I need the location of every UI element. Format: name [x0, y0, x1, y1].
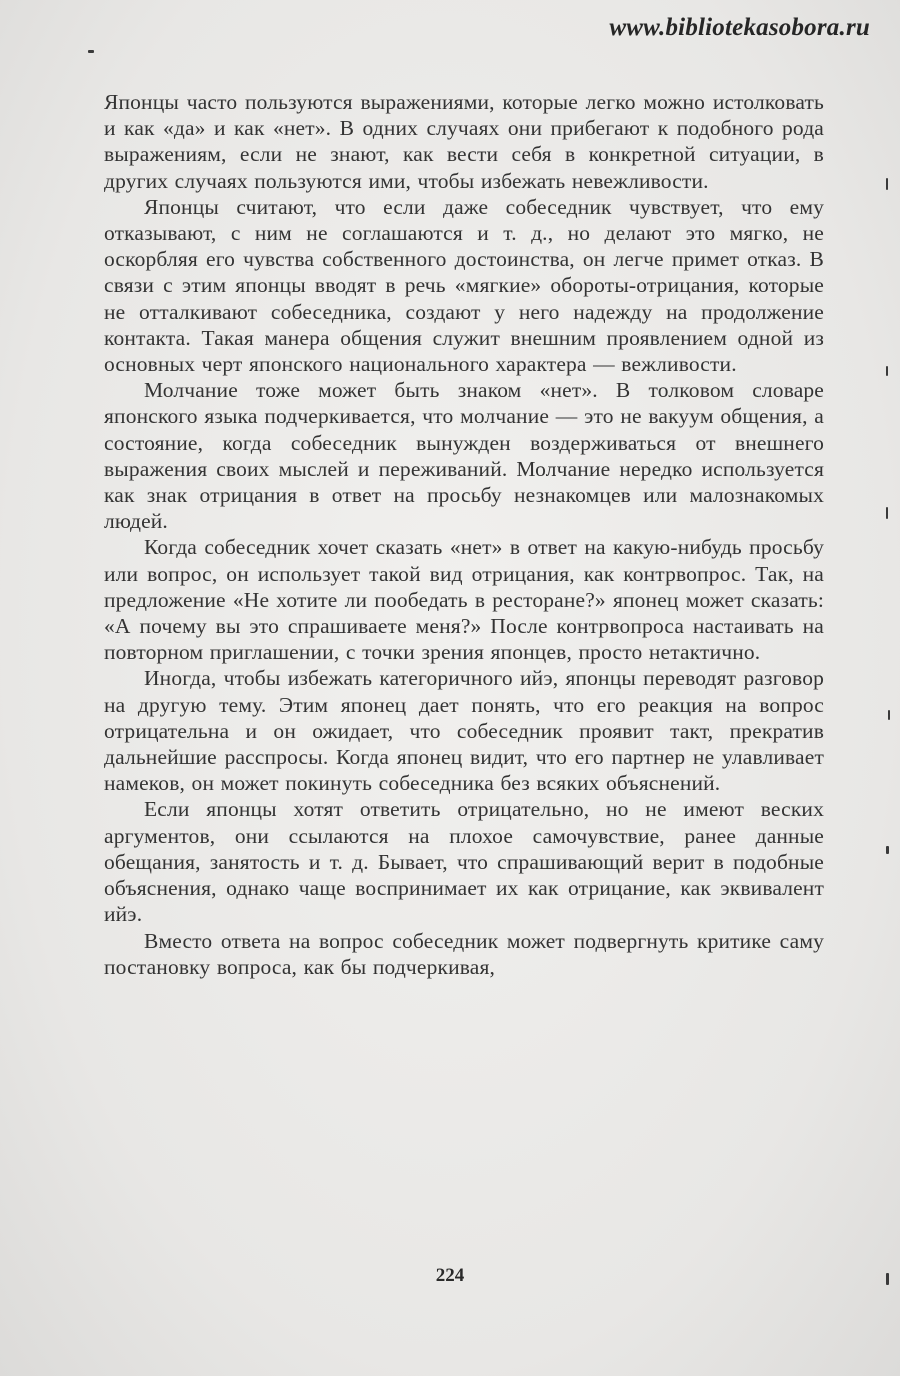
scan-speck — [888, 710, 890, 720]
paragraph-1: Японцы часто пользуются выражениями, которые легко можно истолковать и как «да» и как «нет». В одних случаях они прибегают к подобного рода выражениям, если не знают, как вести себя в конкретной ситуации, в других случаях пользуются ими, чтобы избежать невежливости. — [104, 90, 824, 193]
paragraph-2: Японцы считают, что если даже собеседник чувствует, что ему отказывают, с ним не соглашаются и т. д., но делают это мягко, не оскорбляя его чувства собственного достоинства, он легче примет отказ. В связи с этим японцы вводят в речь «мягкие» обороты-отрицания, которые не отталкивают собеседника, создают у него надежду на продолжение контакта. Такая манера общения служит внешним проявлением одной из основных черт японского национального характера — вежливости. — [104, 194, 824, 377]
body-text — [104, 89, 824, 980]
page-number: 224 — [435, 1265, 465, 1286]
paragraph-6: Если японцы хотят ответить отрицательно, но не имеют веских аргументов, они ссылаются на плохое самочувствие, ранее данные обещания, занятость и т. д. Бывает, что спрашивающий верит в подобные объяснения, однако чаще воспринимает их как отрицание, как эквивалент ийэ. — [104, 797, 824, 927]
scan-speck — [886, 366, 888, 376]
watermark-url: www.bibliotekasobora.ru — [609, 14, 870, 41]
paragraph-5: Иногда, чтобы избежать категоричного ийэ, японцы переводят разговор на другую тему. Этим японец дает понять, что его реакция на вопрос отрицательна и он ожидает, что собеседник проявит такт, прекратив дальнейшие расспросы. Когда японец видит, что его партнер не улавливает намеков, он может покинуть собеседника без всяких объяснений. — [104, 666, 824, 796]
scan-speck — [886, 178, 888, 190]
scan-speck — [886, 507, 888, 519]
paragraph-3: Молчание тоже может быть знаком «нет». В толковом словаре японского языка подчеркивается, что молчание — это не вакуум общения, а состояние, когда собеседник вынужден воздерживаться от внешнего выражения своих мыслей и переживаний. Молчание нередко используется как знак отрицания в ответ на просьбу незнакомцев или малознакомых людей. — [104, 378, 824, 534]
paragraph-7: Вместо ответа на вопрос собеседник может подвергнуть критике саму постановку вопроса, как бы подчеркивая, — [104, 928, 824, 979]
scan-speck — [88, 50, 94, 53]
scan-speck — [886, 1273, 889, 1285]
scan-speck — [886, 846, 889, 854]
paragraph-4: Когда собеседник хочет сказать «нет» в ответ на какую-нибудь просьбу или вопрос, он использует такой вид отрицания, как контрвопрос. Так, на предложение «Не хотите ли пообедать в ресторане?» японец может сказать: «А почему вы это спрашиваете меня?» После контрвопроса настаивать на повторном приглашении, с точки зрения японцев, просто нетактично. — [104, 535, 824, 665]
